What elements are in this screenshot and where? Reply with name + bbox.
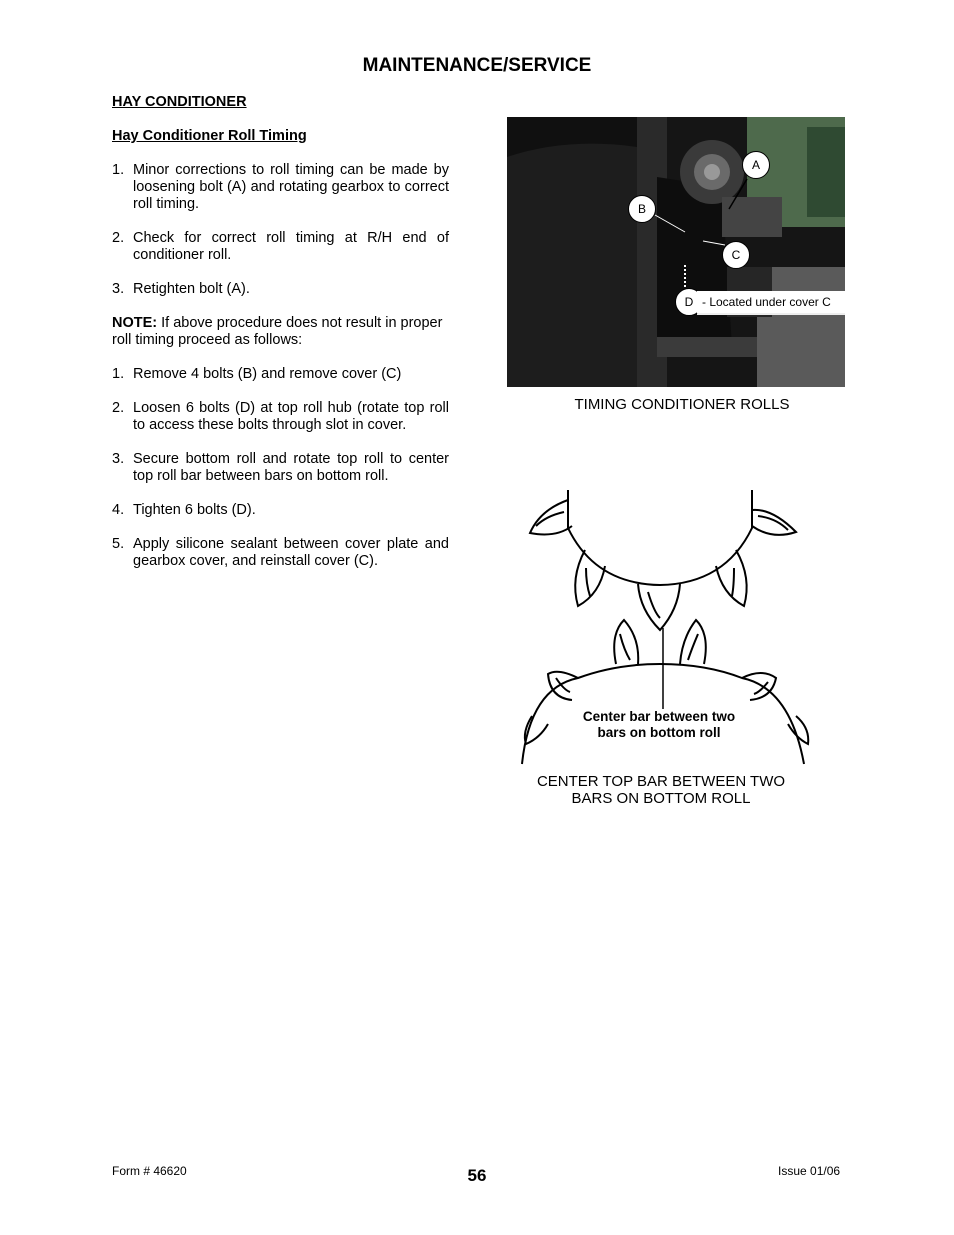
diagram-caption: CENTER TOP BAR BETWEEN TWO BARS ON BOTTOM ROLL <box>536 773 786 807</box>
list-item: 1. Minor corrections to roll timing can be made by loosening bolt (A) and rotating gearbox to correct roll timing. <box>112 162 449 212</box>
callout-d-note: - Located under cover C <box>697 291 845 313</box>
note-label: NOTE: <box>112 315 158 331</box>
list-item: 4. Tighten 6 bolts (D). <box>112 502 256 518</box>
photo-caption: TIMING CONDITIONER ROLLS <box>574 396 790 413</box>
callout-a: A <box>742 151 770 179</box>
steps-list-1 <box>112 162 449 298</box>
list-item: 3. Retighten bolt (A). <box>112 281 250 297</box>
page-number: 56 <box>467 1166 487 1185</box>
gearbox-photo <box>507 117 845 387</box>
callout-d: D <box>675 288 703 316</box>
list-item: 5. Apply silicone sealant between cover plate and gearbox cover, and reinstall cover (C). <box>112 536 449 569</box>
list-item: 3. Secure bottom roll and rotate top roll to center top roll bar between bars on bottom roll. <box>112 451 449 484</box>
steps-list-2 <box>112 366 449 570</box>
list-item: 1. Remove 4 bolts (B) and remove cover (C) <box>112 366 402 382</box>
instructions-column <box>112 94 449 587</box>
subsection-heading: Hay Conditioner Roll Timing <box>112 128 307 144</box>
form-number: Form # 46620 <box>112 1164 187 1178</box>
callout-b: B <box>628 195 656 223</box>
list-item: 2. Loosen 6 bolts (D) at top roll hub (rotate top roll to access these bolts through slot in cover. <box>112 400 449 433</box>
diagram-annotation: Center bar between two bars on bottom roll <box>574 709 744 741</box>
note-paragraph: NOTE: If above procedure does not result in proper roll timing proceed as follows: <box>112 315 443 348</box>
callout-c: C <box>722 241 750 269</box>
page-title: MAINTENANCE/SERVICE <box>362 55 592 76</box>
issue-date: Issue 01/06 <box>778 1164 841 1178</box>
list-item: 2. Check for correct roll timing at R/H end of conditioner roll. <box>112 230 449 263</box>
section-heading: HAY CONDITIONER <box>112 94 247 110</box>
